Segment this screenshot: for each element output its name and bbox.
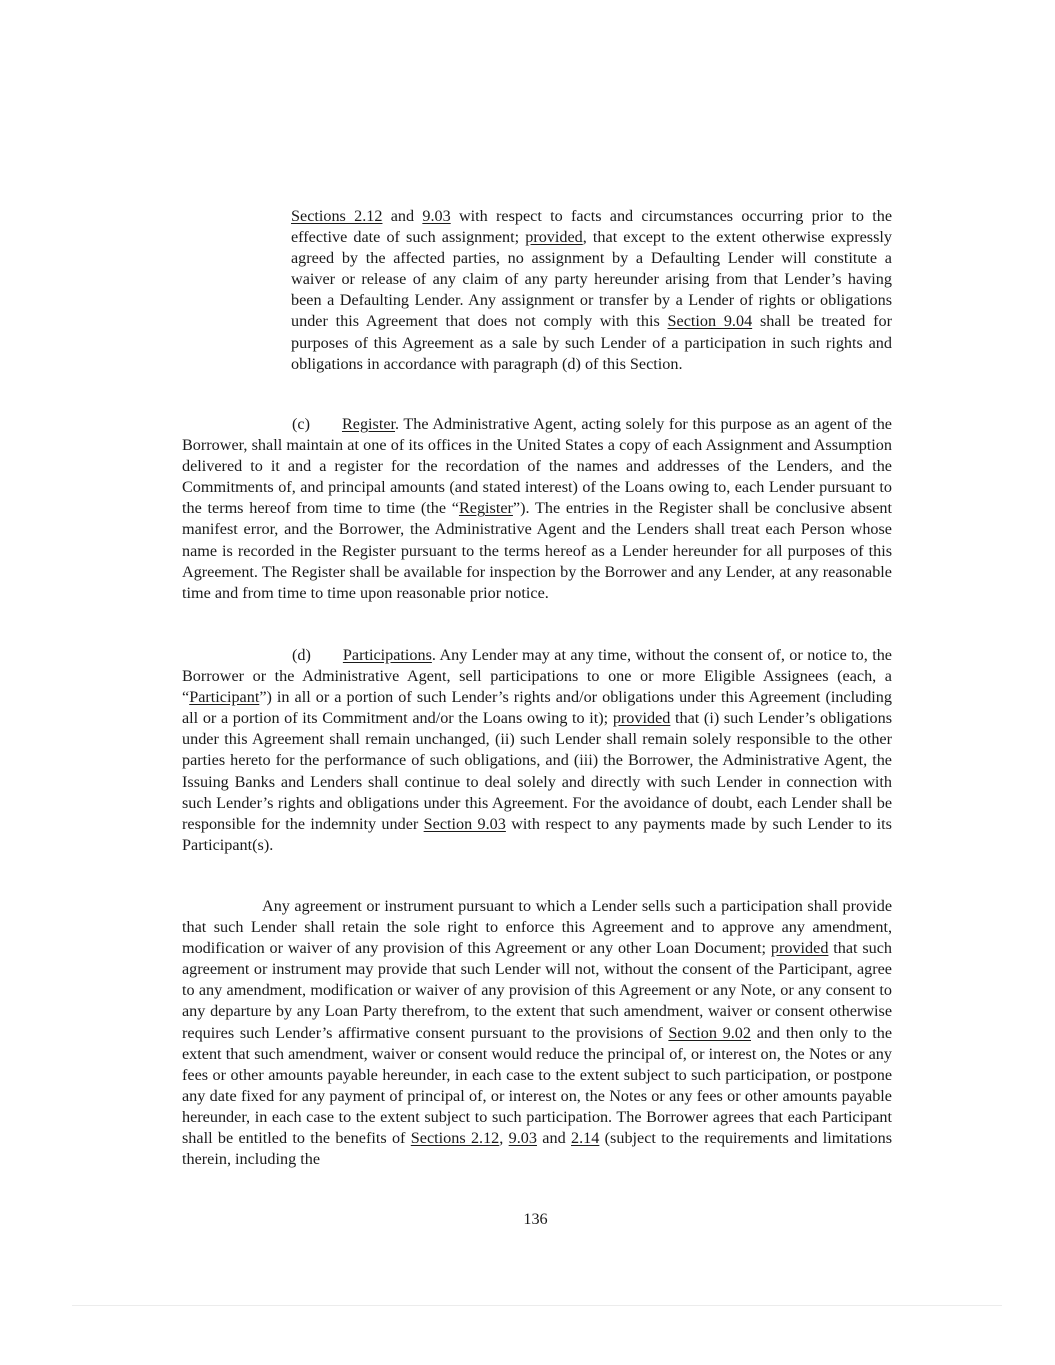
paragraph-text: and then only to the extent that such amendment, waiver or consent would reduce the principal of, or interest on, the Notes or any fees or other amounts payable hereunder, in each case to the extent subject to such participation, or postpone any date fixed for any payment of principal of, or interest on, the Notes or any fees or other amounts payable hereunder, in each case to the extent subject to such participation. The Borrower agrees that each Participant shall be entitled to the benefits of (182, 1023, 893, 1148)
paragraph-text: , that except to the extent otherwise expressly agreed by the affected parties, no assignment by a Defaulting Lender will constitute a waiver or release of any claim of any party hereunder arising from that Lender’s having been a Defaulting Lender. Any assignment or transfer by a Lender of rights or obligations under this Agreement that does not comply with this (291, 228, 892, 331)
section-9-03-reference: 9.03 (422, 207, 451, 225)
page-number: 136 (523, 1210, 548, 1228)
paragraph-text: Any agreement or instrument pursuant to which a Lender sells such a participation shall provide that such Lender shall retain the sole right to enforce this Agreement and to approve any amendment, modification or waiver of any provision of this Agreement or any other Loan Document; (182, 897, 892, 958)
paragraph-text: that (i) such Lender’s obligations under this Agreement shall remain unchanged, (ii) such Lender shall remain solely responsible to the other parties hereto for the performance of such obligations, and (iii) the Borrower, the Administrative Agent, the Issuing Banks and Lenders shall continue to deal solely and directly with such Lender in connection with such Lender’s rights and obligations under this Agreement. For the avoidance of doubt, each Lender shall be responsible for the indemnity under (182, 709, 892, 833)
participation-agreement-paragraph (182, 896, 892, 1170)
section-9-03-reference: Section 9.03 (423, 814, 506, 833)
paragraph-text: that such agreement or instrument may provide that such Lender will not, without the consent of the Participant, agree to any amendment, modification or waiver of any provision of this Agreement or any Note, or any consent to any departure by any Loan Party therefrom, to the extent that such amendment, waiver or consent otherwise requires such Lender’s affirmative consent pursuant to the provisions of (182, 939, 892, 1042)
provided-term: provided (525, 228, 583, 247)
paragraph-text: and (536, 1129, 572, 1148)
sections-2-12-reference: Sections 2.12 (410, 1129, 500, 1148)
paragraph-text: , (499, 1129, 509, 1148)
register-defined-term: Register (458, 499, 513, 518)
register-paragraph (182, 414, 892, 604)
provided-term: provided (612, 709, 671, 728)
clause-label-c: (c) (292, 415, 310, 433)
paragraph-text: with respect to facts and circumstances occurring prior to the effective date of such assignment; (291, 207, 892, 247)
section-9-04-reference: Section 9.04 (667, 312, 753, 331)
paragraph-text: shall be treated for purposes of this Agreement as a sale by such Lender of a participation in such rights and obligations in accordance with paragraph (d) of this Section. (291, 312, 892, 373)
paragraph-text: ”) in all or a portion of such Lender’s rights and/or obligations under this Agreement (including all or a portion of its Commitment and/or the Loans owing to it); (182, 688, 892, 728)
page-bottom-divider (72, 1305, 1002, 1306)
section-9-03-reference: 9.03 (508, 1129, 537, 1148)
register-heading: Register (341, 415, 396, 433)
participant-defined-term: Participant (189, 688, 260, 707)
paragraph-text: and (382, 207, 423, 225)
sections-2-12-reference: Sections 2.12 (291, 207, 383, 225)
paragraph-text: with respect to any payments made by such Lender to its Participant(s). (182, 814, 892, 854)
continued-paragraph (291, 206, 892, 375)
paragraph-text: . Any Lender may at any time, without the consent of, or notice to, the Borrower or the Administrative Agent, sell participations to one or more Eligible Assignees (each, a “ (182, 646, 892, 707)
section-2-14-reference: 2.14 (571, 1129, 600, 1148)
paragraph-text: . The Administrative Agent, acting solely for this purpose as an agent of the Borrower, shall maintain at one of its offices in the United States a copy of each Assignment and Assumption delivered to it and a register for the recordation of the names and addresses of the Lenders, and the Commitments of, and principal amounts (and stated interest) of the Loans owing to, each Lender pursuant to the terms hereof from time to time (the “ (182, 415, 892, 518)
clause-label-d: (d) (292, 646, 311, 664)
provided-term: provided (770, 939, 829, 958)
participations-heading: Participations (342, 646, 432, 664)
paragraph-text: (subject to the requirements and limitations therein, including the (182, 1129, 893, 1169)
section-9-02-reference: Section 9.02 (668, 1023, 751, 1042)
participations-paragraph (182, 645, 892, 856)
paragraph-text: ”). The entries in the Register shall be conclusive absent manifest error, and the Borrower, the Administrative Agent and the Lenders shall treat each Person whose name is recorded in the Register pursuant to the terms hereof as a Lender hereunder for all purposes of this Agreement. The Register shall be available for inspection by the Borrower and any Lender, at any reasonable time and from time to time upon reasonable prior notice. (182, 499, 892, 602)
